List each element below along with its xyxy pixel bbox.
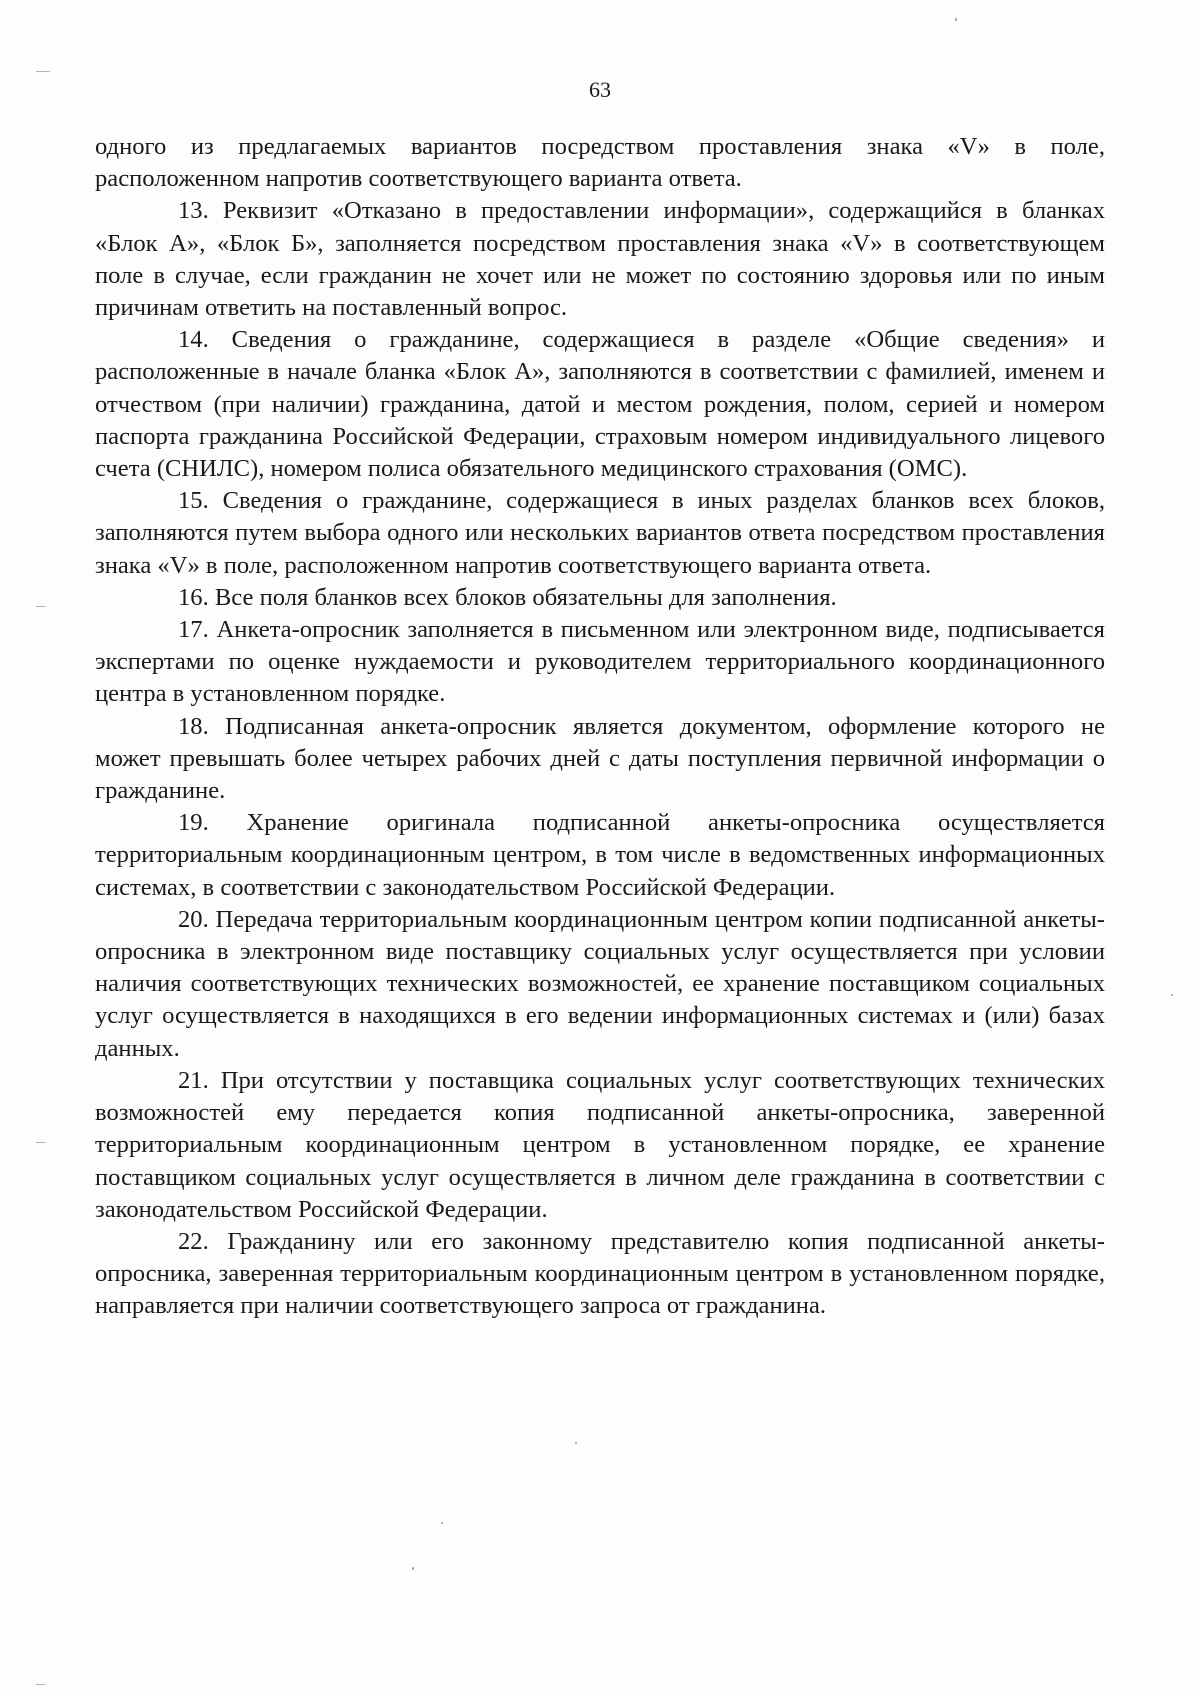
paragraph-14: 14. Сведения о гражданине, содержащиеся в разделе «Общие сведения» и расположенные в начале бланка «Блок А», заполняются в соответствии с фамилией, именем и отчеством (при наличии) гражданина, датой и местом рождения, полом, серией и номером паспорта гражданина Российской Федерации, страховым номером индивидуального лицевого счета (СНИЛС), номером полиса обязательного медицинского страхования (ОМС). — [95, 326, 1105, 483]
paragraph-16: 16. Все поля бланков всех блоков обязательны для заполнения. — [178, 583, 837, 611]
paragraph-19: 19. Хранение оригинала подписанной анкеты-опросника осуществляется территориальным координационным центром, в том числе в ведомственных информационных системах, в соответствии с законодательством Российской Федерации. — [95, 809, 1105, 901]
page-number: 63 — [589, 77, 611, 102]
scan-speck — [441, 1522, 443, 1524]
scan-speck — [575, 1442, 577, 1444]
paragraph-17: 17. Анкета-опросник заполняется в письменном или электронном виде, подписывается экспертами по оценке нуждаемости и руководителем территориального координационного центра в установленном порядке. — [95, 616, 1105, 708]
scan-speck — [412, 1567, 414, 1570]
paragraph-13: 13. Реквизит «Отказано в предоставлении информации», содержащийся в бланках «Блок А», «Блок Б», заполняется посредством проставления знака «V» в соответствующем поле в случае, если гражданин не хочет или не может по состоянию здоровья или по иным причинам ответить на поставленный вопрос. — [95, 197, 1105, 322]
scan-mark — [36, 1142, 46, 1143]
paragraph-20: 20. Передача территориальным координационным центром копии подписанной анкеты-опросника в электронном виде поставщику социальных услуг осуществляется при условии наличия соответствующих технических возможностей, ее хранение поставщиком социальных услуг осуществляется в находящихся в его ведении информационных системах и (или) базах данных. — [95, 905, 1105, 1062]
paragraph-22: 22. Гражданину или его законному представителю копия подписанной анкеты-опросника, заверенная территориальным координационным центром в установленном порядке, направляется при наличии соответствующего запроса от гражданина. — [95, 1227, 1105, 1320]
scan-mark — [36, 71, 50, 72]
document-body — [95, 131, 1105, 1323]
paragraph-18: 18. Подписанная анкета-опросник является документом, оформление которого не может превышать более четырех рабочих дней с даты поступления первичной информации о гражданине. — [95, 712, 1105, 805]
scan-speck — [955, 18, 957, 21]
paragraph-continuation: одного из предлагаемых вариантов посредством проставления знака «V» в поле, расположенном напротив соответствующего варианта ответа. — [95, 133, 1105, 193]
scan-speck — [1171, 994, 1173, 996]
paragraph-15: 15. Сведения о гражданине, содержащиеся в иных разделах бланков всех блоков, заполняются путем выбора одного или нескольких вариантов ответа посредством проставления знака «V» в поле, расположенном напротив соответствующего варианта ответа. — [95, 487, 1105, 579]
scan-mark — [36, 1684, 46, 1685]
scan-mark — [36, 606, 46, 607]
paragraph-21: 21. При отсутствии у поставщика социальных услуг соответствующих технических возможностей ему передается копия подписанной анкеты-опросника, заверенной территориальным координационным центром в установленном порядке, ее хранение поставщиком социальных услуг осуществляется в личном деле гражданина в соответствии с законодательством Российской Федерации. — [95, 1066, 1105, 1223]
